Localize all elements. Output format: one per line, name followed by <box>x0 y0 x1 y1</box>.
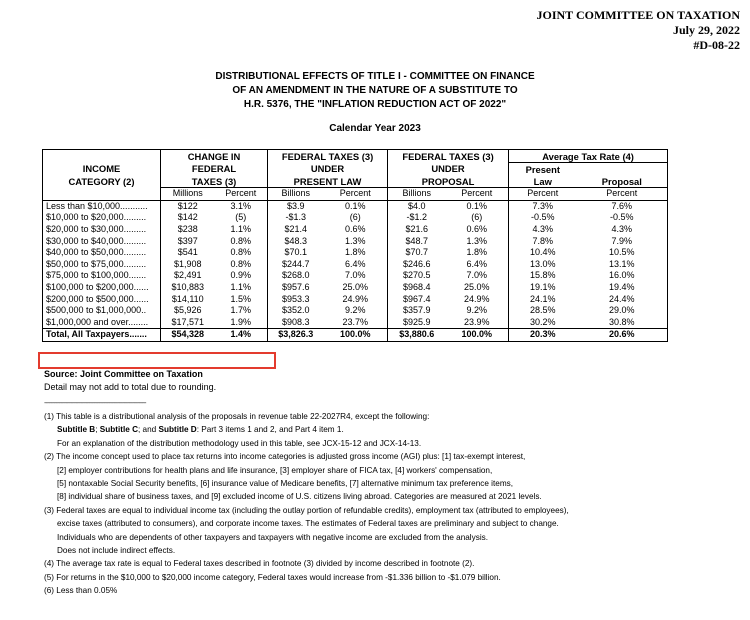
row-rate-proposal: 7.9% <box>611 235 633 246</box>
row-present-billions: $953.3 <box>268 293 324 305</box>
row-present-percent: 7.0% <box>345 270 366 281</box>
row-change-millions: $1,908 <box>161 259 215 271</box>
footnote-3-c: Individuals who are dependents of other taxpayers and taxpayers with negative income are excluded from the analysis. <box>57 532 489 542</box>
row-rate-proposal: 7.6% <box>611 200 633 211</box>
title-line-3: H.R. 5376, THE "INFLATION REDUCTION ACT OF 2022" <box>243 99 507 110</box>
total-highlight-box <box>38 352 276 369</box>
source-line: Source: Joint Committee on Taxation <box>44 369 203 379</box>
row-change-percent: 3.1% <box>230 200 252 211</box>
subtitle-b: Subtitle B <box>57 425 96 435</box>
divider-rule: ------------------------------------------------------------- <box>44 398 146 407</box>
row-rate-proposal: 13.1% <box>609 258 635 269</box>
header-income-2: CATEGORY (2) <box>68 175 135 187</box>
sub-percent: Percent <box>215 188 268 201</box>
row-rate-present: -0.5% <box>509 212 577 224</box>
header-avg-present-1: Present <box>509 163 577 176</box>
row-present-percent: 1.3% <box>345 235 366 246</box>
row-category: $40,000 to $50,000......... <box>46 247 147 258</box>
row-change-millions: $238 <box>161 224 215 236</box>
row-present-billions: $70.1 <box>268 247 324 259</box>
row-present-percent: 25.0% <box>342 282 369 293</box>
row-proposal-percent: 0.1% <box>466 200 488 211</box>
row-proposal-billions: $357.9 <box>388 305 446 317</box>
row-category: $100,000 to $200,000...... <box>46 282 149 293</box>
document-id: #D-08-22 <box>693 38 740 52</box>
row-change-percent: 1.9% <box>230 316 252 327</box>
row-present-billions: $3.9 <box>268 200 324 212</box>
sep: : Part 3 items 1 and 2, and Part 4 item 1. <box>196 425 344 435</box>
row-category: Less than $10,000........... <box>46 200 148 211</box>
footnote-6: (6) Less than 0.05% <box>44 586 118 596</box>
row-change-percent: 0.8% <box>230 258 252 269</box>
footnote-2-c: [5] nontaxable Social Security benefits, [6] insurance value of Medicare benefits, [7] alternative minimum tax preference items, <box>57 479 514 489</box>
rounding-note: Detail may not add to total due to rounding. <box>44 382 217 392</box>
row-present-billions: $908.3 <box>268 317 324 329</box>
row-rate-proposal: 4.3% <box>611 224 633 235</box>
sub-percent: Percent <box>446 188 509 201</box>
row-change-millions: $122 <box>161 200 215 212</box>
row-category: $20,000 to $30,000......... <box>46 224 147 235</box>
row-change-percent: 1.5% <box>230 293 252 304</box>
table-row <box>43 212 668 224</box>
row-change-millions: $541 <box>161 247 215 259</box>
row-present-percent: 1.8% <box>345 247 366 258</box>
row-rate-present: 30.2% <box>509 317 577 329</box>
row-proposal-percent: 1.8% <box>466 247 488 258</box>
table-row <box>43 247 668 259</box>
sub-billions: Billions <box>268 188 324 201</box>
row-proposal-percent: 24.9% <box>464 293 490 304</box>
row-proposal-billions: $70.7 <box>388 247 446 259</box>
row-category: Total, All Taxpayers....... <box>43 329 161 342</box>
footnote-1-method: For an explanation of the distribution methodology used in this table, see JCX-15-12 and JCX-14-13. <box>57 438 422 448</box>
header-avg-present-2: Law <box>509 175 577 188</box>
table-row <box>43 305 668 317</box>
row-present-percent: 9.2% <box>345 305 366 316</box>
row-rate-proposal: 29.0% <box>609 305 635 316</box>
row-rate-present: 24.1% <box>509 293 577 305</box>
row-change-millions: $10,883 <box>161 282 215 294</box>
header-change-2: FEDERAL <box>161 163 268 176</box>
row-proposal-billions: $4.0 <box>388 200 446 212</box>
row-rate-present: 4.3% <box>509 224 577 236</box>
header-avg-rate: Average Tax Rate (4) <box>509 150 668 163</box>
header-present-2: UNDER <box>268 163 388 176</box>
row-proposal-percent: 6.4% <box>466 258 488 269</box>
sep: ; <box>95 425 100 435</box>
agency-name: JOINT COMMITTEE ON TAXATION <box>536 8 740 22</box>
table-row <box>43 200 668 212</box>
sub-millions: Millions <box>161 188 215 201</box>
row-present-billions: -$1.3 <box>268 212 324 224</box>
row-present-percent: 6.4% <box>345 258 366 269</box>
header-avg-proposal: Proposal <box>601 175 642 187</box>
row-rate-present: 10.4% <box>509 247 577 259</box>
header-proposal-3: PROPOSAL <box>388 175 509 188</box>
row-present-billions: $957.6 <box>268 282 324 294</box>
row-present-percent: 0.6% <box>345 224 366 235</box>
row-change-millions: $397 <box>161 235 215 247</box>
row-present-percent: 0.1% <box>345 200 366 211</box>
header-proposal-2: UNDER <box>388 163 509 176</box>
row-category: $10,000 to $20,000......... <box>46 212 147 223</box>
footnote-5: (5) For returns in the $10,000 to $20,000 income category, Federal taxes would increase from -$1.336 billion to -$1.079 billion. <box>44 572 501 582</box>
row-change-millions: $2,491 <box>161 270 215 282</box>
table-row <box>43 282 668 294</box>
row-proposal-percent: 7.0% <box>466 270 488 281</box>
row-rate-proposal: 24.4% <box>609 293 635 304</box>
row-rate-present: 28.5% <box>509 305 577 317</box>
row-change-percent: 0.8% <box>230 235 252 246</box>
row-proposal-billions: $270.5 <box>388 270 446 282</box>
subtitle-d: Subtitle D <box>158 425 197 435</box>
row-proposal-billions: $3,880.6 <box>388 329 446 342</box>
footnotes <box>44 410 744 598</box>
row-change-millions: $142 <box>161 212 215 224</box>
row-category: $30,000 to $40,000......... <box>46 235 147 246</box>
table-row <box>43 259 668 271</box>
footnote-3-b: excise taxes (attributed to consumers), and corporate income taxes. The estimates of Federal taxes are preliminary and subject to change. <box>57 519 559 529</box>
row-rate-proposal: 10.5% <box>609 247 635 258</box>
row-category: $50,000 to $75,000......... <box>46 258 147 269</box>
row-present-billions: $3,826.3 <box>268 329 324 342</box>
row-present-billions: $352.0 <box>268 305 324 317</box>
row-proposal-percent: (6) <box>471 212 483 223</box>
row-proposal-billions: $21.6 <box>388 224 446 236</box>
subtitle-c: Subtitle C <box>99 425 138 435</box>
table-row-total <box>43 329 668 342</box>
footnote-3: (3) Federal taxes are equal to individual income tax (including the outlay portion of refundable credits), employment tax (attributed to employees), <box>44 505 569 515</box>
row-change-percent: 0.8% <box>230 247 252 258</box>
header-income-1: INCOME <box>82 163 121 175</box>
row-present-billions: $268.0 <box>268 270 324 282</box>
footnote-1-exceptions <box>44 423 744 436</box>
row-change-percent: 1.1% <box>230 282 252 293</box>
footnote-1: (1) This table is a distributional analysis of the proposals in revenue table 22-2027R4, except the following: <box>44 412 430 421</box>
row-change-millions: $14,110 <box>161 293 215 305</box>
row-rate-proposal: 16.0% <box>609 270 635 281</box>
sub-percent: Percent <box>577 188 668 201</box>
title-line-2: OF AN AMENDMENT IN THE NATURE OF A SUBSTITUTE TO <box>232 85 518 96</box>
row-change-millions: $54,328 <box>161 329 215 342</box>
row-rate-present: 15.8% <box>509 270 577 282</box>
header-change-1: CHANGE IN <box>161 150 268 163</box>
row-category: $75,000 to $100,000....... <box>46 270 147 281</box>
header-change-3: TAXES (3) <box>161 175 268 188</box>
table-row <box>43 270 668 282</box>
footnote-4: (4) The average tax rate is equal to Federal taxes described in footnote (3) divided by income described in footnote (2). <box>44 559 475 569</box>
row-proposal-billions: -$1.2 <box>388 212 446 224</box>
row-category: $500,000 to $1,000,000.. <box>46 305 147 316</box>
row-change-percent: 1.1% <box>230 224 252 235</box>
row-proposal-billions: $967.4 <box>388 293 446 305</box>
table-row <box>43 235 668 247</box>
header-present-3: PRESENT LAW <box>268 175 388 188</box>
row-rate-present: 7.3% <box>509 200 577 212</box>
row-change-percent: 1.7% <box>230 305 252 316</box>
row-category: $200,000 to $500,000...... <box>46 293 149 304</box>
row-proposal-percent: 0.6% <box>466 224 488 235</box>
row-proposal-billions: $968.4 <box>388 282 446 294</box>
header-present-1: FEDERAL TAXES (3) <box>268 150 388 163</box>
row-proposal-billions: $246.6 <box>388 259 446 271</box>
row-rate-proposal: -0.5% <box>610 212 634 223</box>
row-present-billions: $21.4 <box>268 224 324 236</box>
row-proposal-percent: 100.0% <box>446 329 509 342</box>
calendar-year: Calendar Year 2023 <box>329 123 421 134</box>
row-change-percent: 0.9% <box>230 270 252 281</box>
footnote-3-d: Does not include indirect effects. <box>57 546 176 556</box>
sub-billions: Billions <box>388 188 446 201</box>
row-rate-present: 13.0% <box>509 259 577 271</box>
row-change-percent: (5) <box>235 212 247 223</box>
row-rate-proposal: 20.6% <box>577 329 668 342</box>
title-line-1: DISTRIBUTIONAL EFFECTS OF TITLE I - COMMITTEE ON FINANCE <box>215 71 535 82</box>
row-present-billions: $48.3 <box>268 235 324 247</box>
row-proposal-percent: 9.2% <box>466 305 488 316</box>
row-present-percent: 24.9% <box>342 293 369 304</box>
agency-header <box>537 8 740 53</box>
row-category: $1,000,000 and over........ <box>46 316 149 327</box>
document-date: July 29, 2022 <box>672 23 740 37</box>
sub-percent: Percent <box>509 188 577 201</box>
row-proposal-billions: $925.9 <box>388 317 446 329</box>
row-rate-proposal: 19.4% <box>609 282 635 293</box>
row-present-percent: 23.7% <box>342 316 369 327</box>
table-row <box>43 293 668 305</box>
footnote-2-d: [8] individual share of business taxes, and [9] excluded income of U.S. citizens living abroad. Categories are measured at 2021 levels. <box>57 492 542 502</box>
table-body <box>43 200 668 329</box>
row-present-billions: $244.7 <box>268 259 324 271</box>
table-row <box>43 317 668 329</box>
row-rate-present: 7.8% <box>509 235 577 247</box>
row-change-percent: 1.4% <box>215 329 268 342</box>
table-row <box>43 224 668 236</box>
row-change-millions: $17,571 <box>161 317 215 329</box>
row-change-millions: $5,926 <box>161 305 215 317</box>
sub-percent: Percent <box>324 188 388 201</box>
row-proposal-percent: 23.9% <box>464 316 490 327</box>
row-present-percent: (6) <box>349 212 361 223</box>
distribution-table <box>42 149 668 342</box>
row-proposal-billions: $48.7 <box>388 235 446 247</box>
row-proposal-percent: 1.3% <box>466 235 488 246</box>
header-proposal-1: FEDERAL TAXES (3) <box>388 150 509 163</box>
footnote-2-b: [2] employer contributions for health plans and life insurance, [3] employer share of FICA tax, [4] workers' compensation, <box>57 465 493 475</box>
document-title <box>0 70 750 112</box>
row-rate-present: 20.3% <box>509 329 577 342</box>
row-rate-present: 19.1% <box>509 282 577 294</box>
row-rate-proposal: 30.8% <box>609 316 635 327</box>
footnote-2: (2) The income concept used to place tax returns into income categories is adjusted gross income (AGI) plus: [1] tax-exempt interest, <box>44 452 526 462</box>
row-proposal-percent: 25.0% <box>464 282 490 293</box>
row-present-percent: 100.0% <box>324 329 388 342</box>
sep: ; and <box>138 425 159 435</box>
